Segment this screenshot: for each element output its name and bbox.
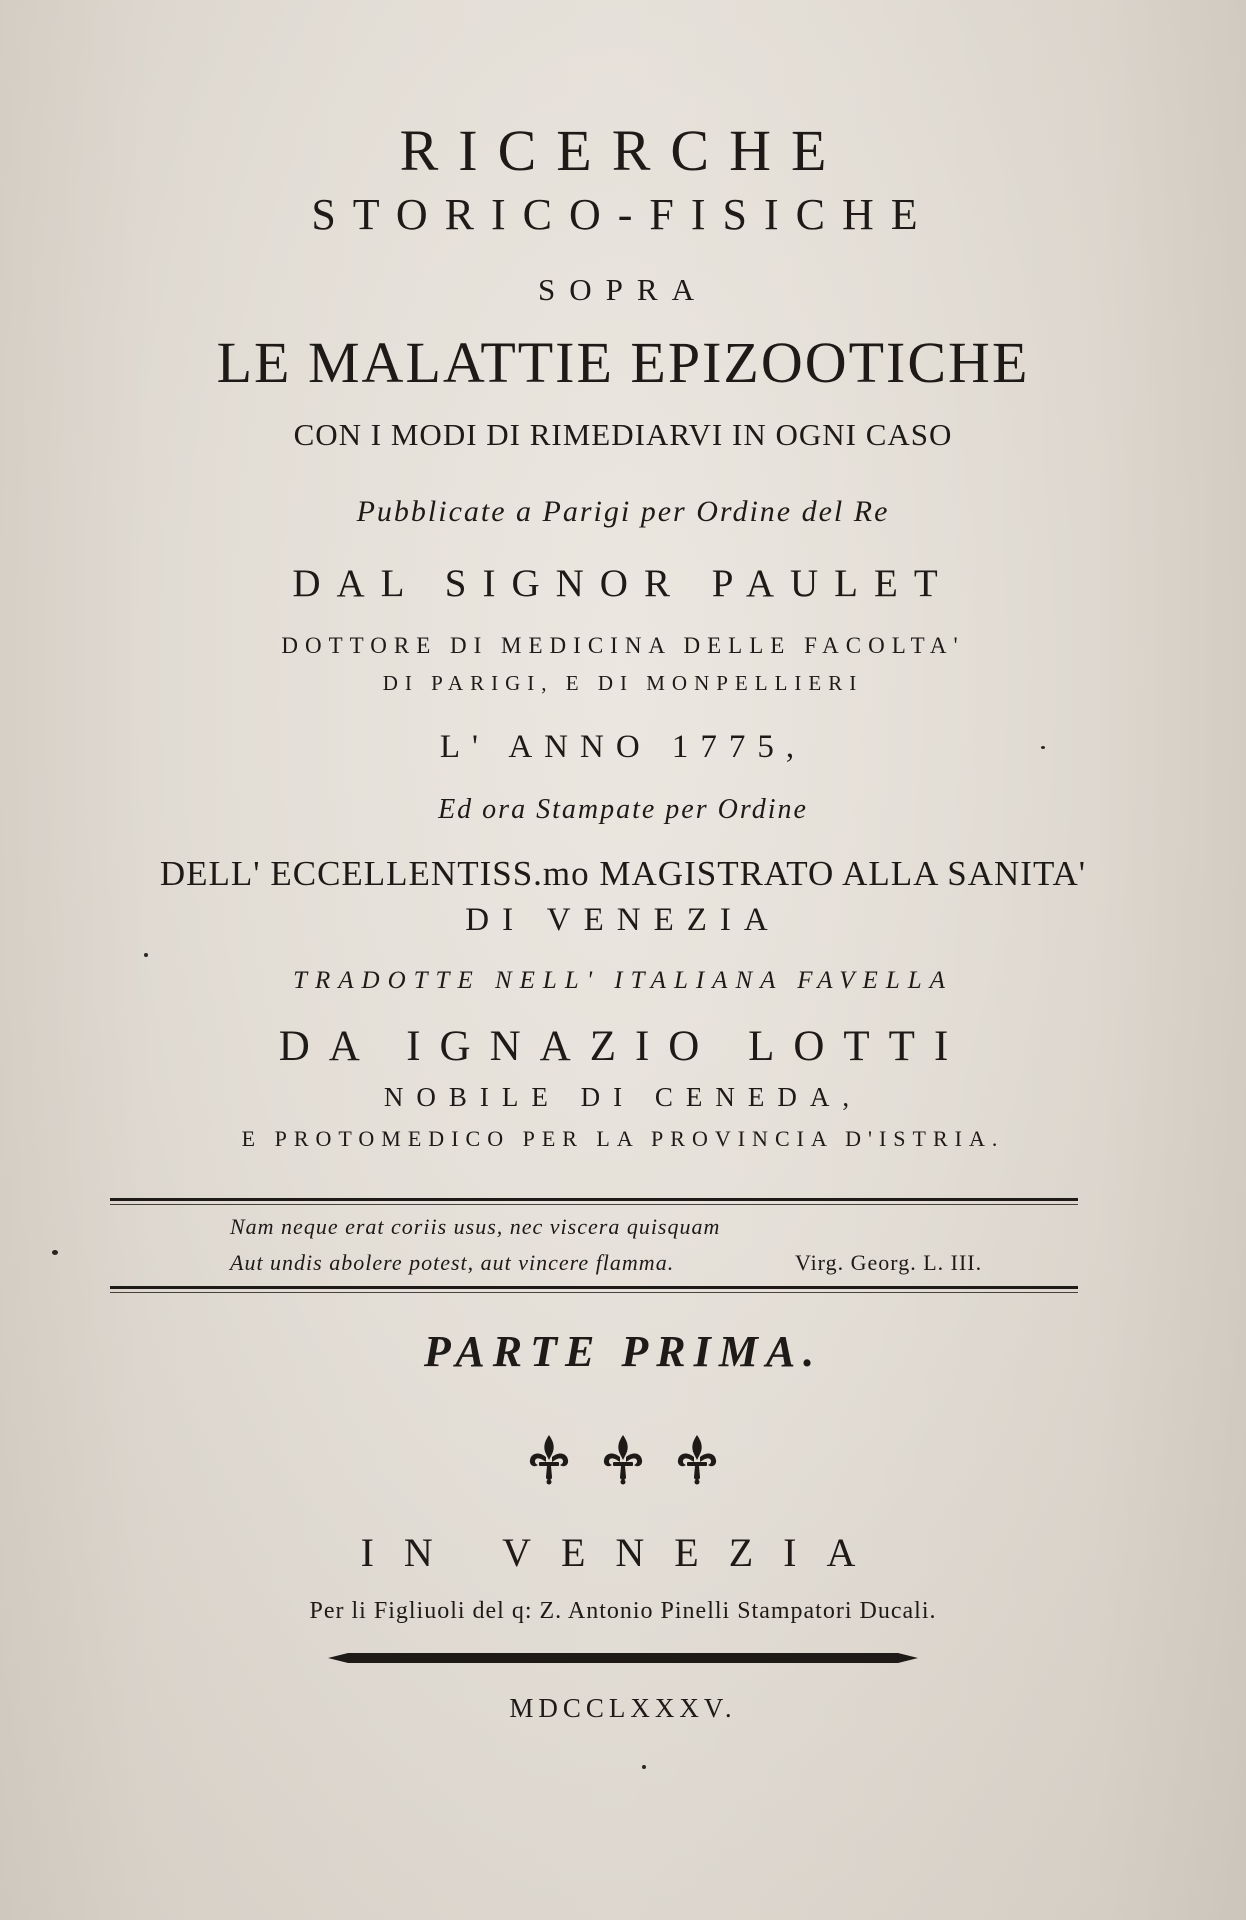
imprint-year: MDCCLXXXV. <box>509 1693 737 1723</box>
paper-spot <box>1041 746 1045 749</box>
epigraph-source: Virg. Georg. L. III. <box>795 1250 983 1275</box>
author-degree-line-1: DOTTORE DI MEDICINA DELLE FACOLTA' <box>281 633 965 658</box>
epigraph-line-2: Aut undis abolere potest, aut vincere flamma. <box>230 1250 675 1275</box>
title-line-2: STORICO-FISICHE <box>311 190 935 239</box>
epigraph-top-rule-thin <box>110 1204 1078 1205</box>
translation-line-1: TRADOTTE NELL' ITALIANA FAVELLA <box>293 967 953 994</box>
reprint-line-1: Ed ora Stampate per Ordine <box>438 794 808 825</box>
ornament-row <box>0 1433 1246 1485</box>
part-heading: PARTE PRIMA. <box>423 1327 823 1376</box>
epigraph-bottom-rule-thin <box>110 1292 1078 1293</box>
translation-line-3: NOBILE DI CENEDA, <box>383 1082 863 1112</box>
publication-note: Pubblicate a Parigi per Ordine del Re <box>356 495 890 528</box>
author-degree-line-2: DI PARIGI, E DI MONPELLIERI <box>382 671 864 695</box>
title-line-4: LE MALATTIE EPIZOOTICHE <box>216 330 1030 395</box>
reprint-line-3: DI VENEZIA <box>465 902 781 938</box>
imprint-rule <box>0 1650 1246 1666</box>
fleur-de-lis-icon <box>601 1433 645 1485</box>
translator-name: DA IGNAZIO LOTTI <box>278 1023 968 1070</box>
imprint-city: IN VENEZIA <box>360 1530 886 1575</box>
original-year: L' ANNO 1775, <box>439 729 807 765</box>
imprint-printer: Per li Figliuoli del q: Z. Antonio Pinelli Stampatori Ducali. <box>309 1598 937 1624</box>
fleur-de-lis-icon <box>527 1433 571 1485</box>
author-name: DAL SIGNOR PAULET <box>292 562 954 605</box>
paper-spot <box>642 1765 646 1769</box>
fleur-de-lis-icon <box>675 1433 719 1485</box>
epigraph-line-1: Nam neque erat coriis usus, nec viscera quisquam <box>230 1214 721 1239</box>
reprint-line-2: DELL' ECCELLENTISS.mo MAGISTRATO ALLA SANITA' <box>159 854 1087 893</box>
translation-line-4: E PROTOMEDICO PER LA PROVINCIA D'ISTRIA. <box>241 1126 1005 1151</box>
subtitle: CON I MODI DI RIMEDIARVI IN OGNI CASO <box>293 417 953 452</box>
epigraph-top-rule <box>110 1198 1078 1201</box>
epigraph-bottom-rule <box>110 1286 1078 1289</box>
tapered-rule-icon <box>328 1650 918 1666</box>
title-line-3: SOPRA <box>538 272 708 307</box>
title-line-1: RICERCHE <box>399 118 847 183</box>
paper-spot <box>144 953 148 957</box>
paper-spot <box>52 1250 58 1255</box>
